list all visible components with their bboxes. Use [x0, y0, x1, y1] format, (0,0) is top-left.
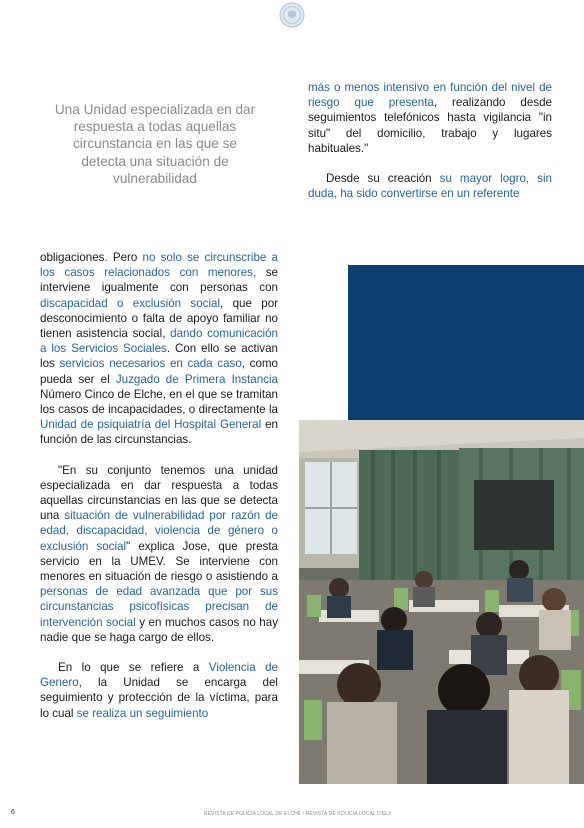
- paragraph: [308, 80, 552, 156]
- highlight-text: Unidad de psiquiatría del Hospital General: [40, 418, 262, 432]
- paragraph: [308, 171, 552, 201]
- page-footer: [0, 808, 584, 822]
- body-text: En lo que se refiere a: [58, 661, 209, 675]
- highlight-text: no solo se circunscribe a los casos relacionados con menores,: [40, 251, 279, 280]
- body-text: y en muchos casos no hay nadie que se haga cargo de ellos.: [40, 615, 278, 644]
- body-text: " explica Jose, que presta servicio en la UMEV. Se interviene con menores en situación de riesgo o asistiendo a: [40, 539, 278, 584]
- highlight-text: discapacidad o exclusión social: [40, 296, 221, 310]
- body-text: . Con ello se activan los: [40, 342, 278, 371]
- police-seal-icon: [279, 2, 305, 28]
- paragraph: [40, 660, 278, 721]
- highlight-text: se realiza un seguimiento: [76, 706, 209, 720]
- body-text: se interviene igualmente con personas con: [40, 266, 278, 295]
- highlight-text: situación de vulnerabilidad por razón de edad, discapacidad, violencia de género o exclusión social: [40, 509, 278, 553]
- body-text: , como pueda ser el: [40, 357, 279, 386]
- body-text: en función de las circunstancias.: [40, 418, 278, 447]
- article-column-right: [308, 80, 552, 201]
- paragraph: [40, 463, 278, 645]
- body-text: obligaciones. Pero: [40, 251, 143, 264]
- body-text: Número Cinco de Elche, en el que se tramitan los casos de incapacidades, o directamente la: [40, 387, 278, 417]
- highlight-text: personas de edad avanzada que por sus circunstancias psicofísicas precisan de intervención social: [40, 585, 278, 629]
- page-number: 6: [11, 809, 15, 816]
- highlight-text: Juzgado de Primera Instancia: [115, 372, 278, 386]
- body-text: , que por desconocimiento o falta de apoyo familiar no tienen asistencia social,: [40, 296, 278, 341]
- decorative-color-block: [348, 265, 584, 425]
- article-column-left: [40, 250, 278, 721]
- body-text: , realizando desde seguimientos telefónicos hasta vigilancia "in situ" del domicilio, trabajo y lugares habituales.": [308, 96, 553, 155]
- paragraph: [40, 250, 278, 448]
- body-text: "En su conjunto tenemos una unidad especializada en dar respuesta a todas aquellas circunstancias en las que se detecta una: [40, 463, 278, 523]
- footer-text: REVISTA DE POLICÍA LOCAL DE ELCHE / REVISTA DE POLICIA LOCAL D'ELX: [204, 811, 392, 817]
- highlight-text: más o menos intensivo en función del nivel de riesgo que presenta: [308, 81, 552, 110]
- highlight-text: dando comunicación a los Servicios Sociales: [40, 327, 278, 356]
- pull-quote: Una Unidad especializada en dar respuesta a todas aquellas circunstancia en las que se detecta una situación de vulnerabilidad: [54, 102, 256, 186]
- classroom-photo: [299, 420, 584, 784]
- body-text: , la Unidad se encarga del seguimiento y protección de la víctima, para lo cual: [40, 676, 278, 720]
- highlight-text: su mayor logro, sin duda, ha sido convertirse en un referente: [308, 172, 552, 201]
- highlight-text: servicios necesarios en cada caso: [59, 357, 242, 371]
- body-text: Desde su creación: [326, 172, 440, 186]
- highlight-text: Violencia de Genero: [40, 661, 278, 690]
